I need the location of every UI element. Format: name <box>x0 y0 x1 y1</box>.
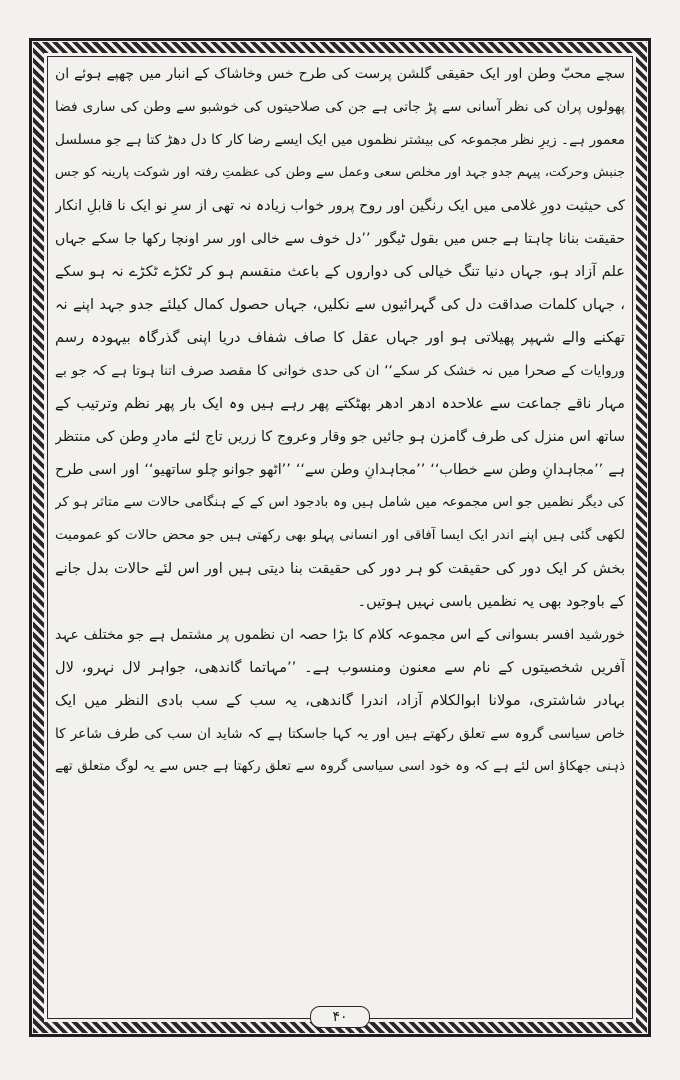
text-line: ساتھ اس منزل کی طرف گامزن ہو جائیں جو وقار وعروج کا زریں تاج لئے مادرِ وطن کی منتظر <box>55 429 625 445</box>
text-line: جنبش وحرکت، پیہم جدو جہد اور مخلص سعی وعمل سے وطن کی عظمتِ رفتہ اور شوکت پارینہ کو جس <box>55 165 625 180</box>
paragraph-end-line: کے باوجود بھی یہ نظمیں باسی نہیں ہوتیں۔ <box>357 593 625 610</box>
text-line: لکھی گئی ہیں اپنے اندر ایک ایسا آفاقی اور انسانی پہلو بھی رکھتی ہیں جو محض حالات کو عمومیت <box>55 528 625 543</box>
text-line: خاص سیاسی گروہ سے تعلق رکھتے ہیں اور یہ کہا جاسکتا ہے کہ شاید ان سب کی طرف شاعر کا <box>55 726 625 742</box>
body-text <box>55 58 625 983</box>
text-line: مہار ناقے جماعت سے علاحدہ ادھر ادھر بھٹکتے پھر رہے ہیں وہ ایک بار پھر نظم وترتیب کے <box>55 395 625 412</box>
text-line: بخش کر ایک دور کی حقیقت کو ہر دور کی حقیقت بنا دیتی ہیں اور اس لئے حالات بدل جانے <box>55 560 625 577</box>
text-line: آفریں شخصیتوں کے نام سے معنون ومنسوب ہے۔ ’’مہاتما گاندھی، جواہر لال نہرو، لال <box>55 659 625 676</box>
text-line: تھکنے والے شہپر پھیلاتی ہو اور جہاں عقل کا صاف شفاف دریا اپنی گذرگاہ بیہودہ رسم <box>55 329 625 346</box>
text-line: علم آزاد ہو، جہاں دنیا تنگ خیالی کی دواروں کے باعث منقسم ہو کر ٹکڑے ٹکڑے نہ ہو سکے <box>55 263 625 280</box>
text-line: ذہنی جھکاؤ اس لئے ہے کہ وہ خود اسی سیاسی گروہ سے تعلق رکھتا ہے جس سے یہ لوگ متعلق تھے <box>55 759 625 774</box>
text-line: سچے محبّ وطن اور ایک حقیقی گلشن پرست کی طرح خس وخاشاک کے انبار میں چھپے ہوئے ان <box>55 66 625 82</box>
page-number: ۴۰ <box>310 1006 370 1028</box>
text-line: ہے ’’مجاہدانِ وطن سے خطاب‘‘ ’’مجاہدانِ وطن سے‘‘ ’’اٹھو جوانو چلو ساتھیو‘‘ اور اسی طرح <box>55 462 625 478</box>
text-line: پھولوں پران کی نظر آسانی سے پڑ جاتی ہے جن کی صلاحیتوں کی خوشبو سے وطن کی ساری فضا <box>55 99 625 115</box>
text-line: ، جہاں کلمات صداقت دل کی گہرائیوں سے نکلیں، جہاں حصول کمال کیلئے جدو جہد اپنے نہ <box>55 296 625 313</box>
text-line: حقیقت بنانا چاہتا ہے جس میں بقول ٹیگور ’’دل خوف سے خالی اور سر اونچا رکھا جا سکے جہاں <box>55 231 625 247</box>
text-line: بہادر شاشتری، مولانا ابوالکلام آزاد، اندرا گاندھی، یہ سب کے سب بادی النظر میں ایک <box>55 692 625 709</box>
text-line: وروایات کے صحرا میں نہ خشک کر سکے‘‘ ان کی حدی خوانی کا مقصد صرف اتنا ہوتا ہے کہ جو بے <box>55 363 625 379</box>
text-line: معمور ہے۔ زیرِ نظر مجموعہ کی بیشتر نظموں میں ایک ایسے رضا کار کا دل دھڑ کتا ہے جو مسلسل <box>55 132 625 148</box>
text-line: کی دیگر نظمیں جو اس مجموعہ میں شامل ہیں وہ بادجود اس کے کے ہنگامی حالات سے متاثر ہو کر <box>55 495 625 510</box>
text-line: کی حیثیت دورِ غلامی میں ایک رنگین اور روح پرور خواب زیادہ نہ تھی از سرِ نو ایک نا قابلِ انکار <box>55 198 625 214</box>
text-line: خورشید افسر بسوانی کے اس مجموعہ کلام کا بڑا حصہ ان نظموں پر مشتمل ہے جو مختلف عہد <box>55 627 625 643</box>
